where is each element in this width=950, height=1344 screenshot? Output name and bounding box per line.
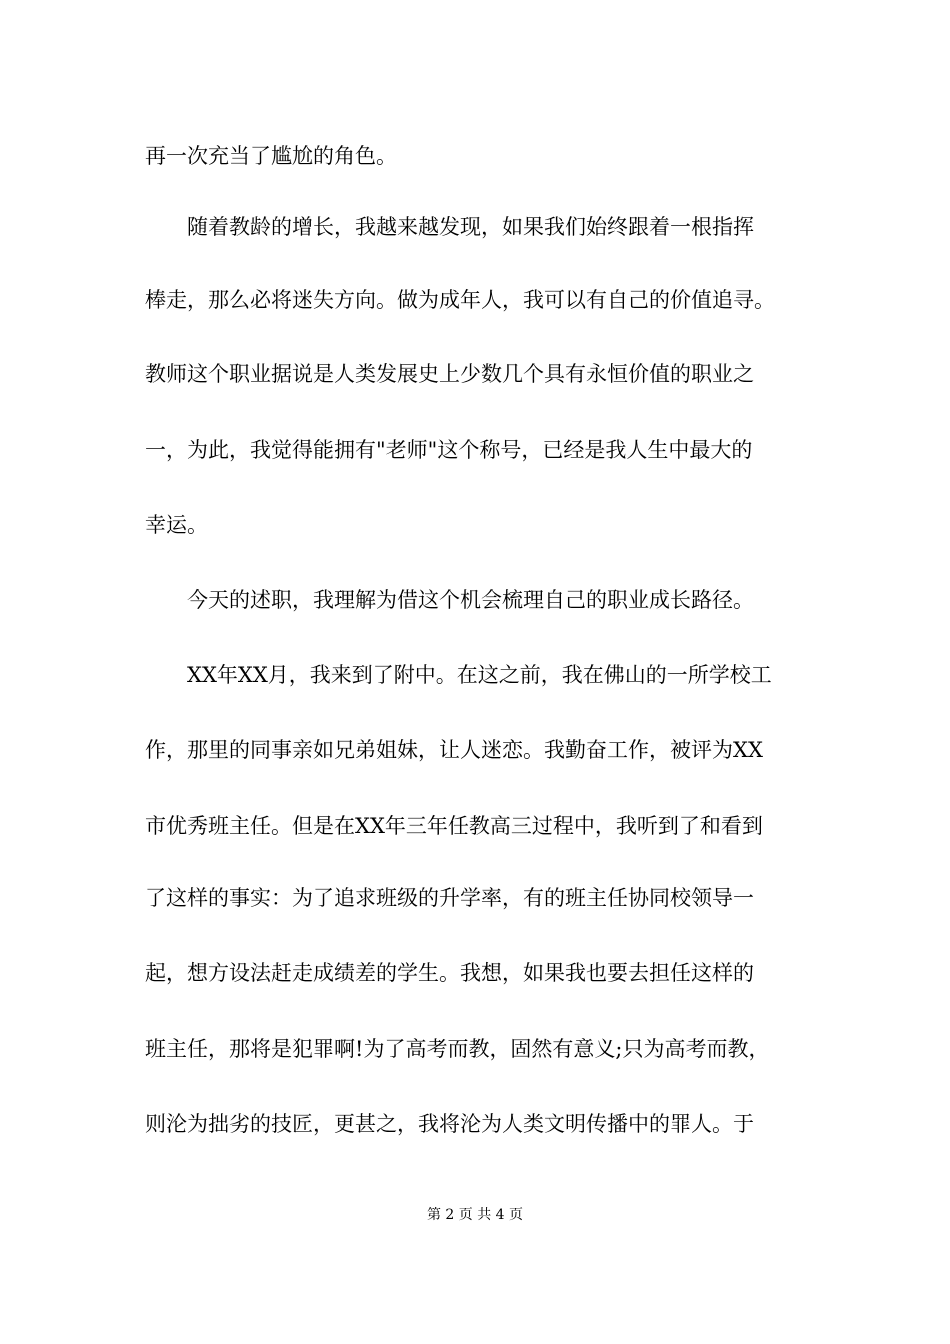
text-line: 班主任，那将是犯罪啊!为了高考而教，固然有意义;只为高考而教， (145, 1037, 770, 1061)
text-line: 则沦为拙劣的技匠，更甚之，我将沦为人类文明传播中的罪人。于 (145, 1112, 754, 1136)
text-line: 今天的述职，我理解为借这个机会梳理自己的职业成长路径。 (187, 588, 754, 612)
text-line: 棒走，那么必将迷失方向。做为成年人，我可以有自己的价值追寻。 (145, 288, 775, 312)
text-line: 市优秀班主任。但是在XX年三年任教高三过程中，我听到了和看到 (145, 814, 763, 838)
page-number: 第 2 页 共 4 页 (426, 1207, 524, 1223)
text-line: 作，那里的同事亲如兄弟姐妹，让人迷恋。我勤奋工作，被评为XX (145, 738, 763, 762)
text-line: 一，为此，我觉得能拥有"老师"这个称号，已经是我人生中最大的 (145, 438, 753, 462)
text-line: 再一次充当了尴尬的角色。 (145, 144, 397, 168)
text-line: XX年XX月，我来到了附中。在这之前，我在佛山的一所学校工 (187, 663, 772, 687)
text-line: 了这样的事实：为了追求班级的升学率，有的班主任协同校领导一 (145, 886, 754, 910)
text-line: 教师这个职业据说是人类发展史上少数几个具有永恒价值的职业之 (145, 362, 754, 386)
text-line: 起，想方设法赶走成绩差的学生。我想，如果我也要去担任这样的 (145, 961, 754, 985)
text-line: 随着教龄的增长，我越来越发现，如果我们始终跟着一根指挥 (187, 215, 754, 239)
text-line: 幸运。 (145, 513, 208, 537)
page-footer (0, 1207, 950, 1223)
